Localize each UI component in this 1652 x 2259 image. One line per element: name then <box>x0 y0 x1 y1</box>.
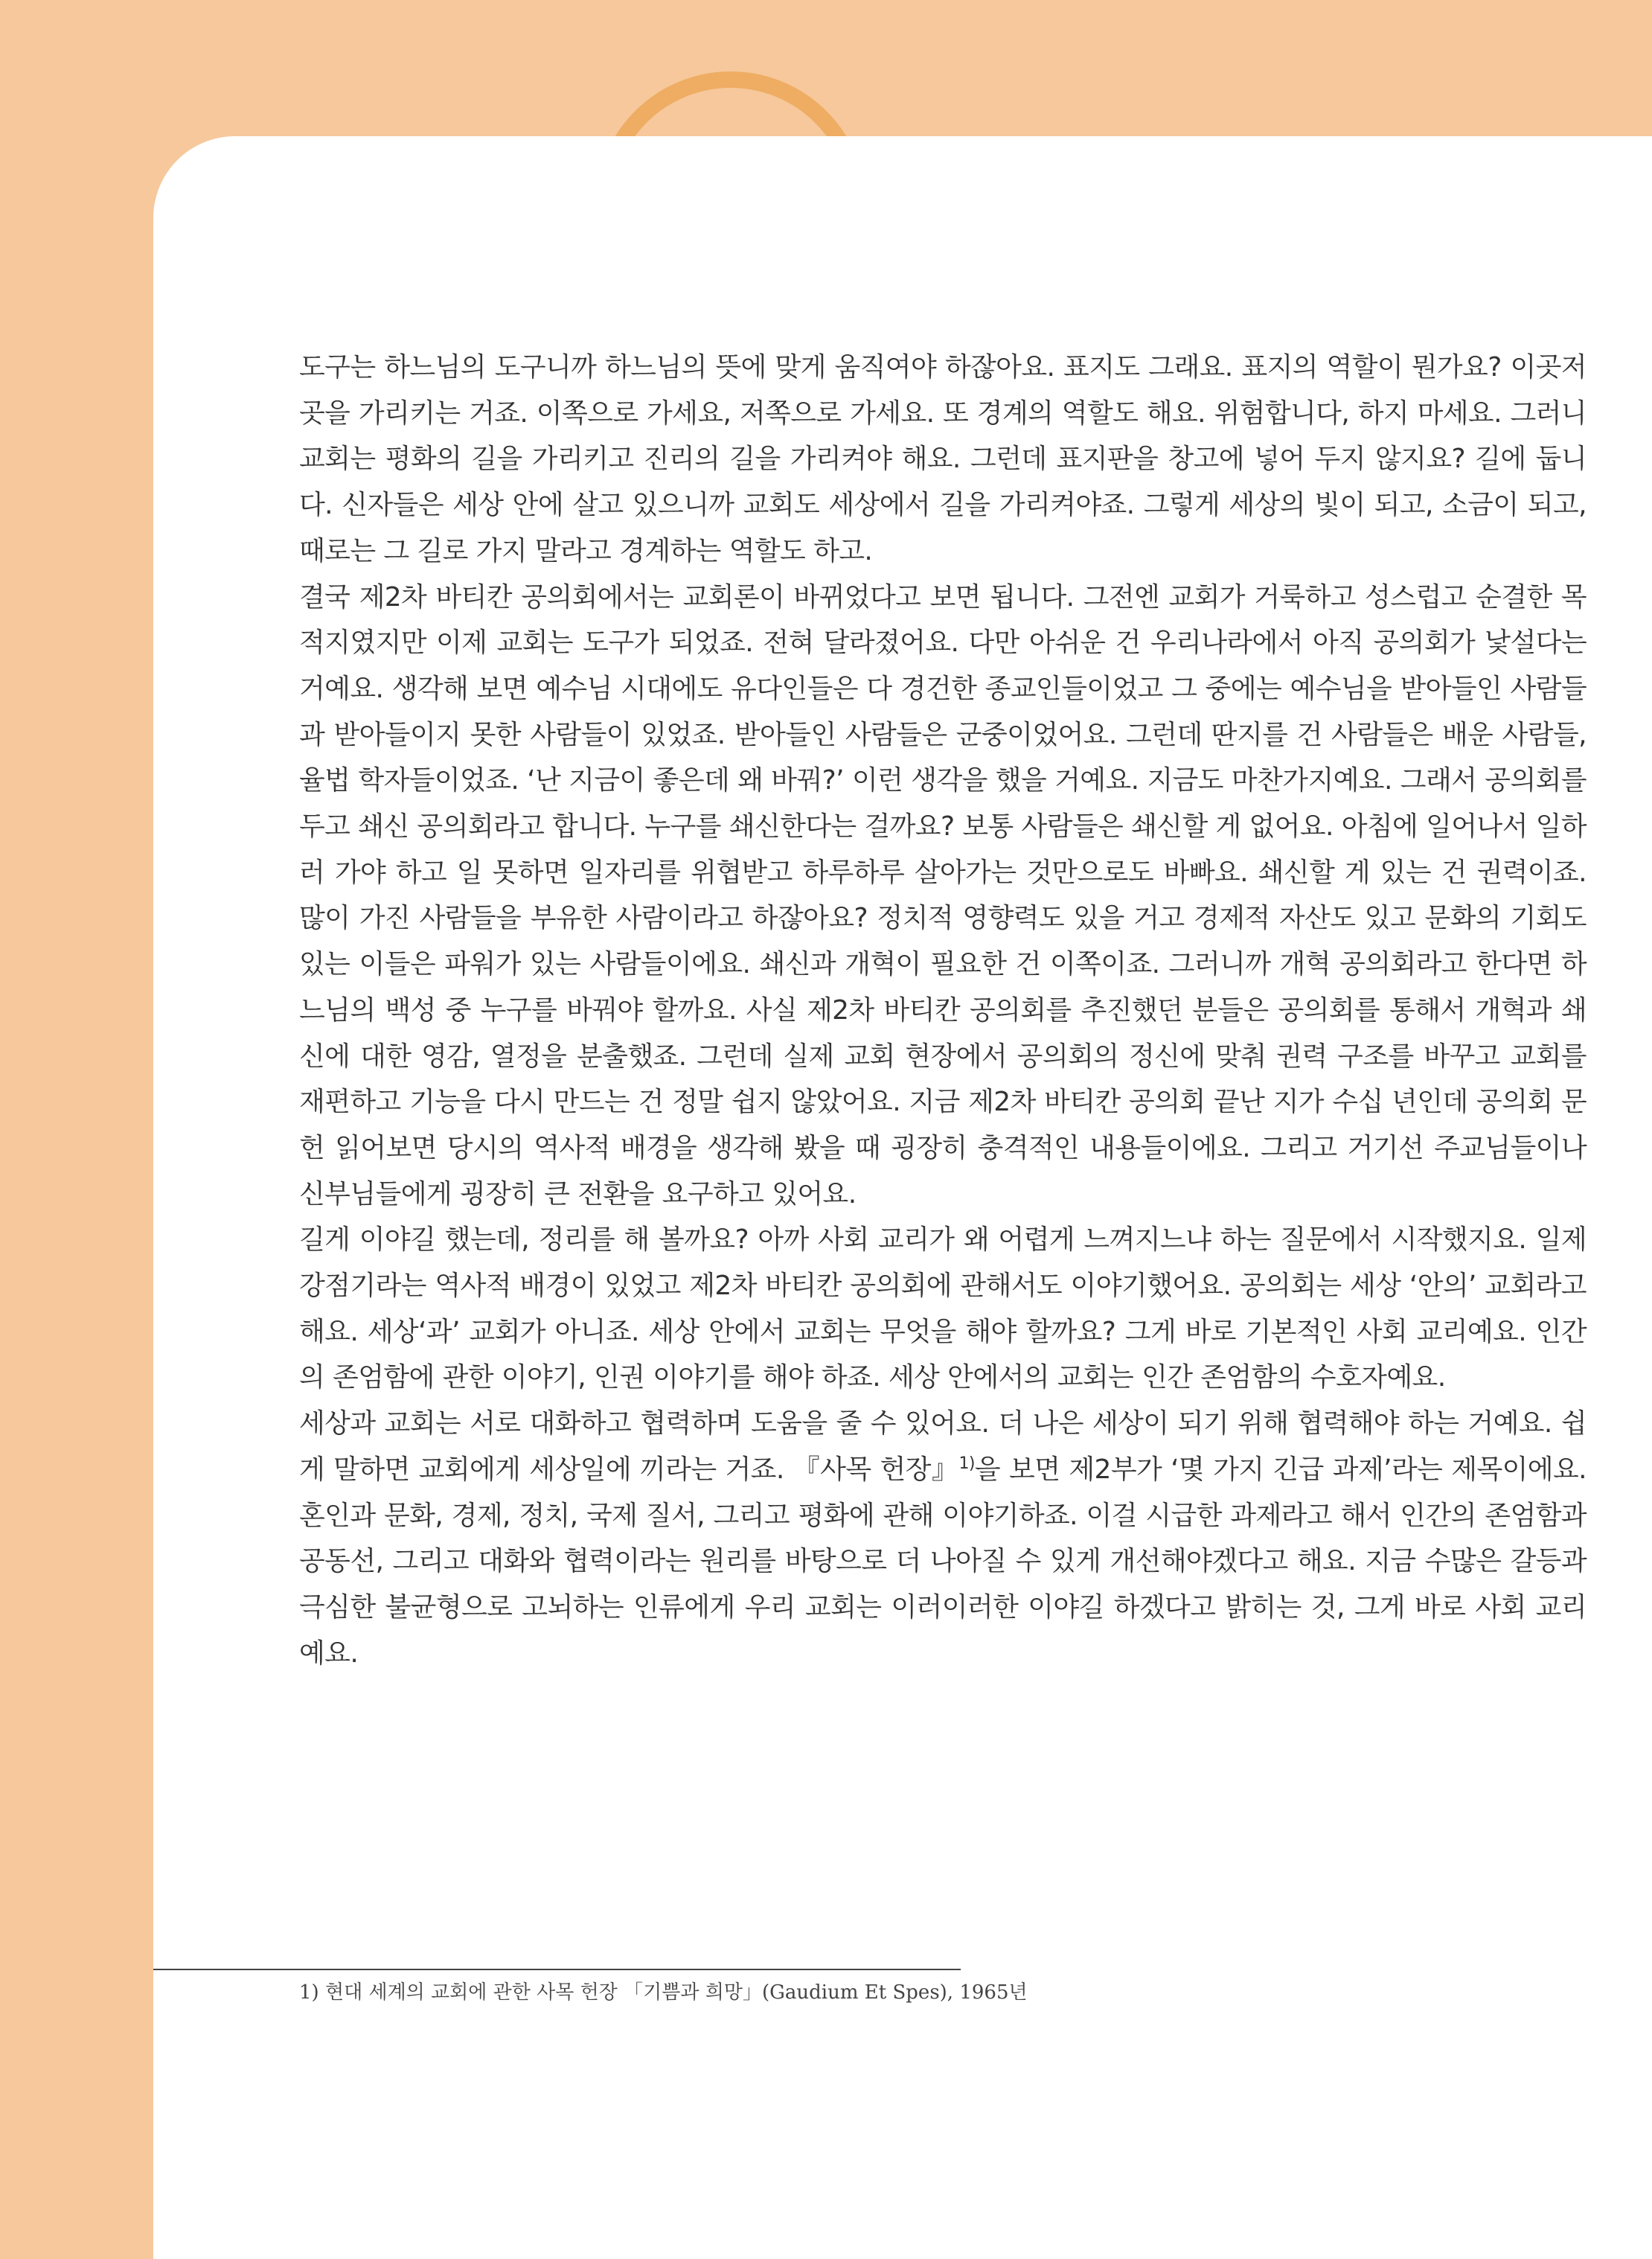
paragraph-4-text-start: 세상과 교회는 서로 대화하고 협력하며 도움을 줄 수 있어요. 더 나은 세상이 되기 위해 협력해야 하는 거예요. 쉽게 말하면 교회에게 세상일에 끼라는 거죠. 『사목 헌장』 <box>299 1408 1587 1485</box>
footnote: 1) 현대 세계의 교회에 관한 사목 헌장 「기쁨과 희망」(Gaudium Et Spes), 1965년 <box>299 1981 1028 2004</box>
paragraph-2: 결국 제2차 바티칸 공의회에서는 교회론이 바뀌었다고 보면 됩니다. 그전엔 교회가 거룩하고 성스럽고 순결한 목적지였지만 이제 교회는 도구가 되었죠. 전혀 달라졌어요. 다만 아쉬운 건 우리나라에서 아직 공의회가 낯설다는 거예요. 생각해 보면 예수님 시대에도 유다인들은 다 경건한 종교인들이었고 그 중에는 예수님을 받아들인 사람들과 받아들이지 못한 사람들이 있었죠. 받아들인 사람들은 군중이었어요. 그런데 딴지를 건 사람들은 배운 사람들, 율법 학자들이었죠. ‘난 지금이 좋은데 왜 바꿔?’ 이런 생각을 했을 거예요. 지금도 마찬가지예요. 그래서 공의회를 두고 쇄신 공의회라고 합니다. 누구를 쇄신한다는 걸까요? 보통 사람들은 쇄신할 게 없어요. 아침에 일어나서 일하러 가야 하고 일 못하면 일자리를 위협받고 하루하루 살아가는 것만으로도 바빠요. 쇄신할 게 있는 건 권력이죠. 많이 가진 사람들을 부유한 사람이라고 하잖아요? 정치적 영향력도 있을 거고 경제적 자산도 있고 문화의 기회도 있는 이들은 파워가 있는 사람들이에요. 쇄신과 개혁이 필요한 건 이쪽이죠. 그러니까 개혁 공의회라고 한다면 하느님의 백성 중 누구를 바꿔야 할까요. 사실 제2차 바티칸 공의회를 추진했던 분들은 공의회를 통해서 개혁과 쇄신에 대한 영감, 열정을 분출했죠. 그런데 실제 교회 현장에서 공의회의 정신에 맞춰 권력 구조를 바꾸고 교회를 재편하고 기능을 다시 만드는 건 정말 쉽지 않았어요. 지금 제2차 바티칸 공의회 끝난 지가 수십 년인데 공의회 문헌 읽어보면 당시의 역사적 배경을 생각해 봤을 때 굉장히 충격적인 내용들이에요. 그리고 거기선 주교님들이나 신부님들에게 굉장히 큰 전환을 요구하고 있어요. <box>299 581 1587 1210</box>
footnote-reference: 1) <box>958 1454 975 1473</box>
page-panel <box>153 136 1652 2259</box>
paragraph-1: 도구는 하느님의 도구니까 하느님의 뜻에 맞게 움직여야 하잖아요. 표지도 그래요. 표지의 역할이 뭔가요? 이곳저곳을 가리키는 거죠. 이쪽으로 가세요, 저쪽으로 가세요. 또 경계의 역할도 해요. 위험합니다, 하지 마세요. 그러니 교회는 평화의 길을 가리키고 진리의 길을 가리켜야 해요. 그런데 표지판을 창고에 넣어 두지 않지요? 길에 둡니다. 신자들은 세상 안에 살고 있으니까 교회도 세상에서 길을 가리켜야죠. 그렇게 세상의 빛이 되고, 소금이 되고, 때로는 그 길로 가지 말라고 경계하는 역할도 하고. <box>299 352 1587 566</box>
paragraph-4 <box>299 1401 1587 1676</box>
footnote-divider <box>153 1969 961 1970</box>
paragraph-4-text-end: 을 보면 제2부가 ‘몇 가지 긴급 과제’라는 제목이에요. 혼인과 문화, 경제, 정치, 국제 질서, 그리고 평화에 관해 이야기하죠. 이걸 시급한 과제라고 해서 인간의 존엄함과 공동선, 그리고 대화와 협력이라는 원리를 바탕으로 더 나아질 수 있게 개선해야겠다고 해요. 지금 수많은 갈등과 극심한 불균형으로 고뇌하는 인류에게 우리 교회는 이러이러한 이야길 하겠다고 밝히는 것, 그게 바로 사회 교리예요. <box>299 1454 1587 1669</box>
paragraph-3: 길게 이야길 했는데, 정리를 해 볼까요? 아까 사회 교리가 왜 어렵게 느껴지느냐 하는 질문에서 시작했지요. 일제 강점기라는 역사적 배경이 있었고 제2차 바티칸 공의회에 관해서도 이야기했어요. 공의회는 세상 ‘안의’ 교회라고 해요. 세상‘과’ 교회가 아니죠. 세상 안에서 교회는 무엇을 해야 할까요? 그게 바로 기본적인 사회 교리예요. 인간의 존엄함에 관한 이야기, 인권 이야기를 해야 하죠. 세상 안에서의 교회는 인간 존엄함의 수호자예요. <box>299 1224 1587 1393</box>
article-body <box>299 345 1587 1676</box>
